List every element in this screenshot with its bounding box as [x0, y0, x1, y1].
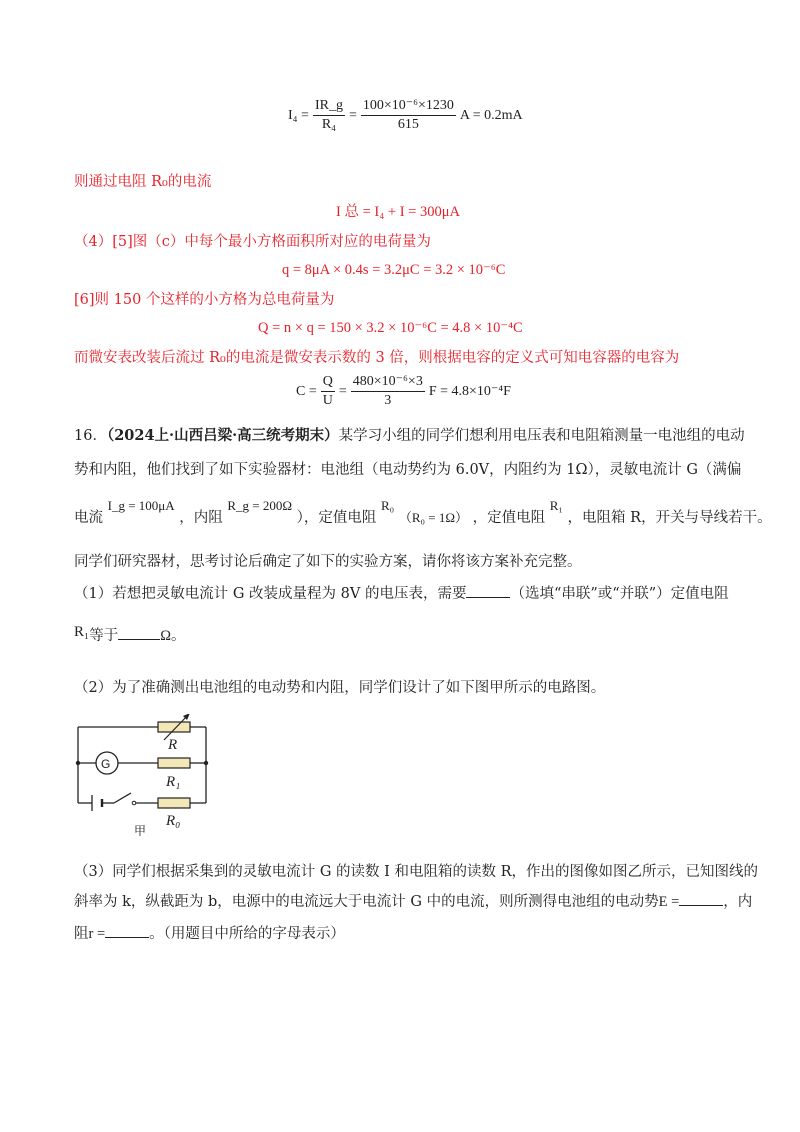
rheostat-R-symbol	[158, 722, 190, 732]
eq-i4-lhs: I₄ =	[288, 107, 309, 123]
label-G: G	[101, 757, 111, 771]
q16-p3-line3-b: 。（用题目中所给的字母表示）	[149, 926, 345, 942]
q16-p3-line3-a: 阻	[74, 926, 89, 942]
q16-p3-r: r =	[88, 926, 106, 942]
q16-number: 16．	[74, 428, 107, 444]
equation-total-current: I 总 = I₄ + I = 300μA	[336, 204, 460, 220]
eq-c-f1-den: U	[322, 393, 333, 408]
eq-i4-fraction-2	[361, 98, 456, 133]
line-part6: [6]则 150 个这样的小方格为总电荷量为	[74, 292, 335, 308]
q16-p3-E: E =	[658, 894, 680, 910]
eq-i4-f2-num: 100×10⁻⁶×1230	[361, 98, 456, 116]
q16-line3-d: ，定值电阻	[472, 510, 546, 526]
eq-i4-fraction-1	[313, 98, 345, 133]
eq-i4-f2-den: 615	[397, 117, 419, 132]
q16-line4: 同学们研究器材，思考讨论后确定了如下的实验方案，请你将该方案补充完整。	[74, 554, 582, 570]
q16-line3-a: 电流	[74, 510, 103, 526]
q16-part3-line3	[74, 924, 345, 944]
circuit-caption: 甲	[134, 824, 147, 836]
q16-p1-a: （1）若想把灵敏电流计 G 改装成量程为 8V 的电压表，需要	[74, 586, 467, 602]
label-R0: R₀	[166, 813, 181, 829]
q16-p3-line2-a: 斜率为 k，纵截距为 b，电源中的电流远大于电流计 G 中的电流，则所测得电池组的电动势	[74, 894, 659, 910]
q16-p1-r1: R₁	[74, 624, 90, 640]
q16-p1-b: （选填“串联”或“并联”）定值电阻	[510, 586, 729, 602]
eq-c-f2-den: 3	[384, 393, 392, 408]
q16-line1-rest: 某学习小组的同学们想利用电压表和电阻箱测量一电池组的电动	[338, 428, 745, 444]
eq-i4-f1-num: IR_g	[313, 98, 345, 116]
switch-contact	[132, 801, 136, 805]
junction-dot-right	[204, 761, 208, 765]
q16-line3	[74, 498, 772, 528]
circuit-diagram	[70, 714, 220, 836]
line-capacitance-intro: 而微安表改装后流过 R₀的电流是微安表示数的 3 倍，则根据电容的定义式可知电容器的电容为	[74, 350, 680, 366]
q16-line3-c: ），定值电阻	[296, 510, 377, 526]
q16-r1-symbol: R₁	[549, 498, 563, 513]
q16-line1	[74, 426, 745, 446]
q16-part3-line1: （3）同学们根据采集到的灵敏电流计 G 的读数 I 和电阻箱的读数 R，作出的图像如图乙所示，已知图线的	[74, 864, 758, 880]
q16-line3-e: ，电阻箱 R，开关与导线若干。	[567, 510, 772, 526]
switch-blade	[114, 793, 131, 803]
q16-ig: I_g = 100μA	[107, 498, 175, 513]
equation-q: q = 8μA × 0.4s = 3.2μC = 3.2 × 10⁻⁶C	[282, 262, 506, 278]
q16-p1-blank-resistance[interactable]	[118, 639, 160, 640]
q16-r0-symbol: R₀	[381, 498, 395, 513]
eq-i4-rhs: A = 0.2mA	[459, 107, 523, 123]
label-R1: R₁	[166, 774, 181, 790]
q16-part1-cont	[74, 626, 186, 646]
equation-capacitance: C = $\frac{Q}{U}$ = $\frac{\text{480×10⁻⁶×3}}{3}$ F = 4.8×10⁻⁴F	[296, 374, 511, 408]
q16-p3-blank-internal-resistance[interactable]	[105, 937, 149, 938]
resistor-R0-symbol	[158, 798, 190, 808]
q16-p1-blank-connection[interactable]	[466, 597, 510, 598]
eq-c-f1-num: Q	[321, 374, 335, 392]
q16-p3-line2-b: ，内	[723, 894, 753, 910]
q16-p1-c: 等于	[89, 628, 119, 644]
eq-c-f2-num: 480×10⁻⁶×3	[351, 374, 425, 392]
eq-i4-f1-den: R₄	[321, 117, 337, 132]
q16-p1-unit: Ω。	[160, 628, 186, 644]
q16-source: （2024上·山西吕梁·高三统考期末）	[106, 427, 339, 444]
eq-c-rhs: F = 4.8×10⁻⁴F	[428, 384, 511, 399]
line-part4-5: （4）[5]图（c）中每个最小方格面积所对应的电荷量为	[74, 234, 431, 250]
q16-part3-line2	[74, 892, 752, 912]
q16-line3-b: ，内阻	[179, 510, 223, 526]
label-R: R	[168, 737, 178, 753]
q16-line2: 势和内阻，他们找到了如下实验器材：电池组（电动势约为 6.0V，内阻约为 1Ω），灵敏电流计 G（满偏	[74, 462, 742, 478]
line-current-intro: 则通过电阻 R₀的电流	[74, 174, 212, 190]
q16-p3-blank-emf[interactable]	[679, 905, 723, 906]
q16-rg: R_g = 200Ω	[227, 498, 293, 513]
equation-Q: Q = n × q = 150 × 3.2 × 10⁻⁶C = 4.8 × 10⁻⁴C	[258, 320, 523, 336]
resistor-R1-symbol	[158, 758, 190, 768]
equation-i4: I₄ = $\frac{IR\_g}{\text{R₄}}$ = $\frac{\text{100×10⁻⁶×1230}}{615}$ A = 0.2mA	[288, 98, 523, 132]
q16-part2: （2）为了准确测出电池组的电动势和内阻，同学们设计了如下图甲所示的电路图。	[74, 680, 606, 696]
eq-c-fraction-2	[351, 374, 425, 409]
q16-r0-value: （R₀ = 1Ω）	[398, 510, 469, 525]
q16-part1	[74, 584, 729, 604]
eq-c-fraction-1	[321, 374, 335, 409]
junction-dot-left	[76, 761, 80, 765]
eq-c-lhs: C =	[296, 383, 317, 399]
